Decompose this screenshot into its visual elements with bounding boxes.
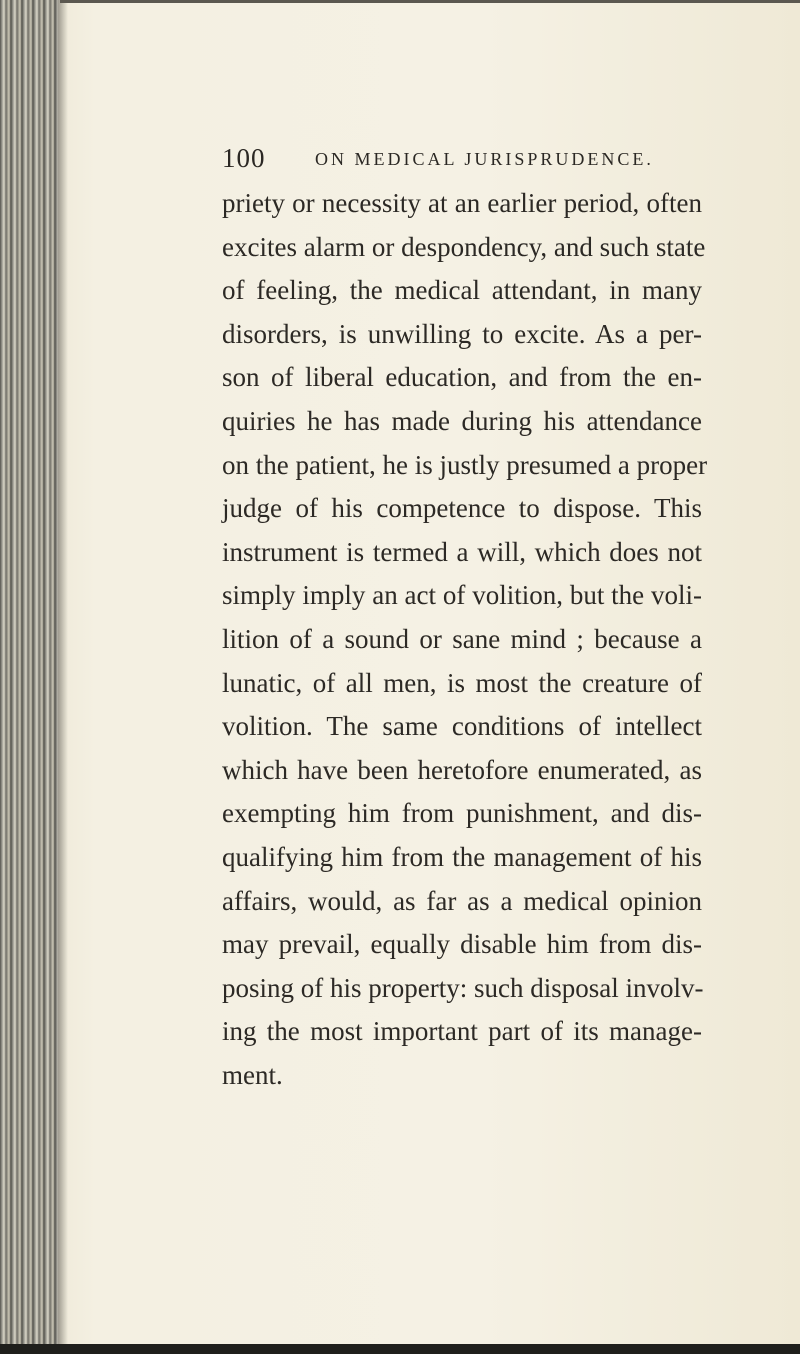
text-line: instrument is termed a will, which does not	[222, 536, 702, 567]
body-text	[222, 182, 708, 1097]
text-line: disorders, is unwilling to excite. As a per-	[222, 318, 702, 349]
text-line: posing of his property: such disposal involv-	[222, 972, 704, 1003]
text-line: lition of a sound or sane mind ; because a	[222, 623, 702, 654]
text-line: ment.	[222, 1059, 283, 1090]
book-binding-edge	[0, 0, 58, 1354]
text-line: simply imply an act of volition, but the voli-	[222, 580, 702, 611]
page-number: 100	[222, 143, 266, 173]
text-line: judge of his competence to dispose. This	[222, 493, 702, 524]
page-bottom-edge	[0, 1344, 800, 1354]
text-line: which have been heretofore enumerated, as	[222, 754, 702, 785]
text-line: excites alarm or despondency, and such state	[222, 231, 706, 262]
text-line: qualifying him from the management of his	[222, 841, 702, 872]
text-line: volition. The same conditions of intellect	[222, 711, 702, 742]
text-line: affairs, would, as far as a medical opinion	[222, 885, 702, 916]
text-line: on the patient, he is justly presumed a proper	[222, 449, 708, 480]
text-line: exempting him from punishment, and dis-	[222, 798, 702, 829]
text-line: quiries he has made during his attendance	[222, 405, 702, 436]
text-line: may prevail, equally disable him from dis-	[222, 929, 702, 960]
page-top-edge	[60, 0, 800, 3]
gutter-shadow	[58, 0, 68, 1354]
page-header	[222, 143, 692, 177]
text-line: priety or necessity at an earlier period, often	[222, 188, 702, 218]
text-line: lunatic, of all men, is most the creature of	[222, 667, 702, 698]
text-line: son of liberal education, and from the en-	[222, 362, 702, 393]
text-line: ing the most important part of its manage-	[222, 1016, 702, 1047]
running-head: ON MEDICAL JURISPRUDENCE.	[315, 149, 654, 169]
text-line: of feeling, the medical attendant, in many	[222, 275, 702, 306]
